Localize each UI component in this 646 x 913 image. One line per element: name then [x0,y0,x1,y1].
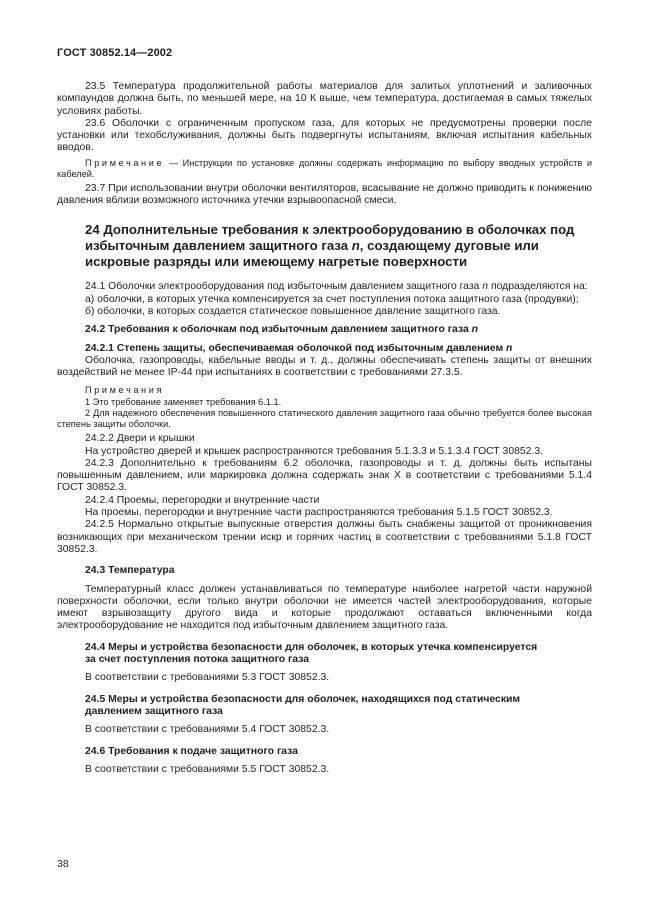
notes-label-text: Примечания [85,385,165,396]
clause-24-2-1-text: Оболочка, газопроводы, кабельные вводы и т. д., должны обеспечивать степень защиты от внешних воздействий не менее IP-44 при испытаниях в соответствии с требованиями 27.3.5. [57,354,592,379]
clause-24-4-heading-line2: за счет поступления потока защитного газа [85,654,310,666]
clause-24-4-heading-line1: 24.4 Меры и устройства безопасности для оболочек, в которых утечка компенсируется [85,641,538,653]
clause-23-5: 23.5 Температура продолжительной работы материалов для залитых уплотнений и заливочных компаундов должна быть, по меньшей мере, на 10 К выше, чем температура, достигаемая в самых тяжелых условиях работы. [57,81,592,117]
clause-24-5-heading-line2: давлением защитного газа [85,705,223,717]
page-content [57,81,592,776]
clause-24-1-n: n [482,281,489,293]
clause-24-5-text: В соответствии с требованиями 5.4 ГОСТ 30852.3. [85,724,330,736]
clause-24-2-1-heading-text: 24.2.1 Степень защиты, обеспечиваемая оболочкой под избыточным давлением [85,342,507,354]
note-23-6 [57,158,592,180]
clause-24-2-heading-n: n [471,324,479,336]
clause-24-1 [57,281,592,293]
clause-24-2-4-title: 24.2.4 Проемы, перегородки и внутренние части [85,494,320,506]
note-text: — Инструкции по установке должны содержать информацию по выбору вводных устройств и кабелей. [57,157,592,179]
clause-24-6-heading: 24.6 Требования к подаче защитного газа [85,745,298,757]
note-label: Примечание [85,157,165,168]
section-24-heading-n: n [351,237,360,253]
clause-24-2-3: 24.2.3 Дополнительно к требованиям 6.2 оболочка, газопроводы и т. д. должны быть испытаны повышенным давлением, или маркировка должна содержать знак X в соответствии с требованиями 5.1.4 ГОСТ 30852.3. [57,457,592,494]
clause-23-7: 23.7 При использовании внутри оболочки вентиляторов, всасывание не должно приводить к понижению давления вблизи возможного источника утечки взрывоопасной смеси. [57,183,592,207]
clause-23-6: 23.6 Оболочки с ограниченным пропуском газа, для которых не предусмотрены проверки после установки или техобслуживания, должны быть подвергнуты испытаниям, включая испытания кабельных вводов. [57,117,592,154]
section-24-heading [85,222,592,271]
clause-24-2-heading-text: 24.2 Требования к оболочкам под избыточным давлением защитного газа [85,324,472,336]
clause-24-2-1-heading [57,343,592,355]
section-24-heading-text-b: , создающему дуговые или искровые разряды или имеющему нагретые поверхности [85,237,539,270]
clause-24-5-heading-line1: 24.5 Меры и устройства безопасности для оболочек, находящихся под статическим [85,693,521,705]
doc-header-code: ГОСТ 30852.14—2002 [57,47,173,59]
clause-24-6-text: В соответствии с требованиями 5.5 ГОСТ 30852.3. [85,763,330,775]
note-2: 2 Для надежного обеспечения повышенного статического давления защитного газа обычно требуется более высокая степень защиты оболочки. [57,407,592,430]
note-1: 1 Это требование заменяет требования 6.1.1. [85,396,282,407]
clause-24-1-text-b: подразделяются на: [488,281,588,293]
clause-24-1-item-a: а) оболочки, в которых утечка компенсируется за счет поступления потока защитного газа (продувки); [85,293,579,305]
clause-24-2-heading [57,324,592,336]
notes-label [57,385,592,396]
clause-24-2-5: 24.2.5 Нормально открытые выпускные отверстия должны быть снабжены защитой от проникновения возникающих при механическом трении искр и горячих частиц в соответствии с требованиями 5.1.8 ГОСТ 30852.3. [57,519,592,555]
clause-24-3-text: Температурный класс должен устанавливаться по температуре наиболее нагретой части наружной поверхности оболочки, если только внутри оболочки не имеется частей электрооборудования, которые имеют взрывозащиту другого вида и которые продолжают оставаться включенными когда электрооборудование не находится под избыточным давлением защитного газа. [57,583,592,632]
clause-24-1-item-b: б) оболочки, в которых создается статическое повышенное давление защитного газа. [85,305,501,317]
clause-24-2-4-text: На проемы, перегородки и внутренние части распространяются требования 5.1.5 ГОСТ 30852.3. [85,507,553,519]
clause-24-1-text-a: 24.1 Оболочки электрооборудования под избыточным давлением защитного газа [85,281,483,293]
clause-24-4-text: В соответствии с требованиями 5.3 ГОСТ 30852.3. [85,672,330,684]
clause-24-2-2-title: 24.2.2 Двери и крышки [85,433,195,445]
clause-24-3-heading: 24.3 Температура [85,565,175,577]
page-number: 38 [57,858,69,870]
clause-24-2-2-text: На устройство дверей и крышек распространяются требования 5.1.3.3 и 5.1.3.4 ГОСТ 30852.3. [85,445,543,457]
section-24-heading-text-a: 24 Дополнительные требования к электрооборудованию в оболочках под избыточным давлением защитного газа [85,221,575,253]
clause-24-2-1-heading-n: n [506,342,513,354]
